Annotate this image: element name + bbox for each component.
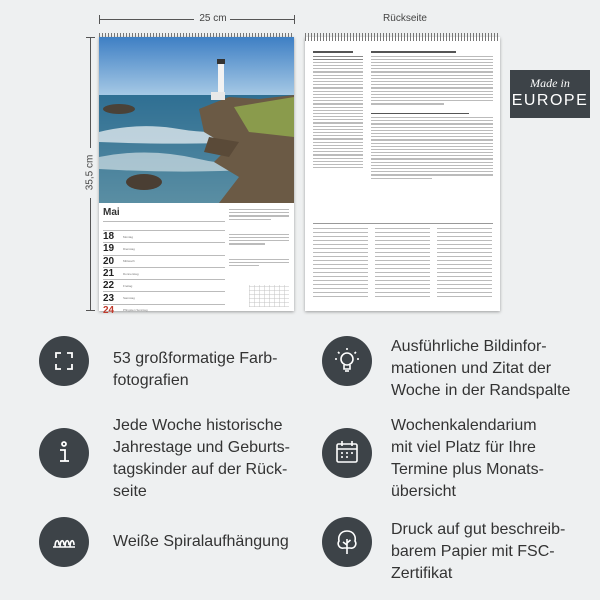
calendar-row: 24 Pfingsten Sonntag <box>103 304 225 316</box>
month-title: Mai <box>103 207 120 218</box>
calendar-row: 19 Dienstag <box>103 242 225 254</box>
calendar-row: 23 Samstag <box>103 291 225 303</box>
spiral-icon <box>39 517 89 567</box>
width-label: 25 cm <box>199 13 227 24</box>
feature-text-photos: 53 großformatige Farb- fotografien <box>113 350 278 389</box>
feature-text-spiral: Weiße Spiralaufhängung <box>113 533 289 550</box>
feature-text-paper: Druck auf gut beschreib- barem Papier mit FSC- Zertifikat <box>391 521 566 582</box>
back-text-column-left <box>313 51 363 170</box>
mini-month-overview <box>249 285 289 307</box>
info-icon <box>39 428 89 478</box>
calendar-icon <box>322 428 372 478</box>
calendar-row: 20 Mittwoch <box>103 255 225 267</box>
expand-corners-icon <box>39 336 89 386</box>
tree-icon <box>322 517 372 567</box>
feature-text-image-info: Ausführliche Bildinfor- mationen und Zitat der Woche in der Randspalte <box>391 338 571 399</box>
back-anniversaries-section <box>313 223 493 304</box>
height-label: 35,5 cm <box>84 154 96 191</box>
feature-text-weekly-calendar: Wochenkalendarium mit viel Platz für Ihre Termine plus Monats- übersicht <box>391 417 544 500</box>
calendar-back-page <box>305 37 500 311</box>
spiral-binding <box>305 33 500 41</box>
lightbulb-icon <box>322 336 372 386</box>
weekly-calendar-grid <box>103 207 225 316</box>
coastal-lighthouse-photo <box>99 37 294 203</box>
back-text-column-right <box>371 51 493 181</box>
calendar-row: 22 Freitag <box>103 279 225 291</box>
made-in-europe-badge: Made in EUROPE <box>510 70 590 118</box>
feature-text-anniversaries: Jede Woche historische Jahrestage und Geburts- tagskinder auf der Rück- seite <box>113 417 290 500</box>
calendar-row: 21 Donnerstag <box>103 267 225 279</box>
calendar-row: 18 Montag <box>103 230 225 242</box>
calendar-front-page <box>99 37 294 316</box>
back-side-label: Rückseite <box>383 13 427 24</box>
